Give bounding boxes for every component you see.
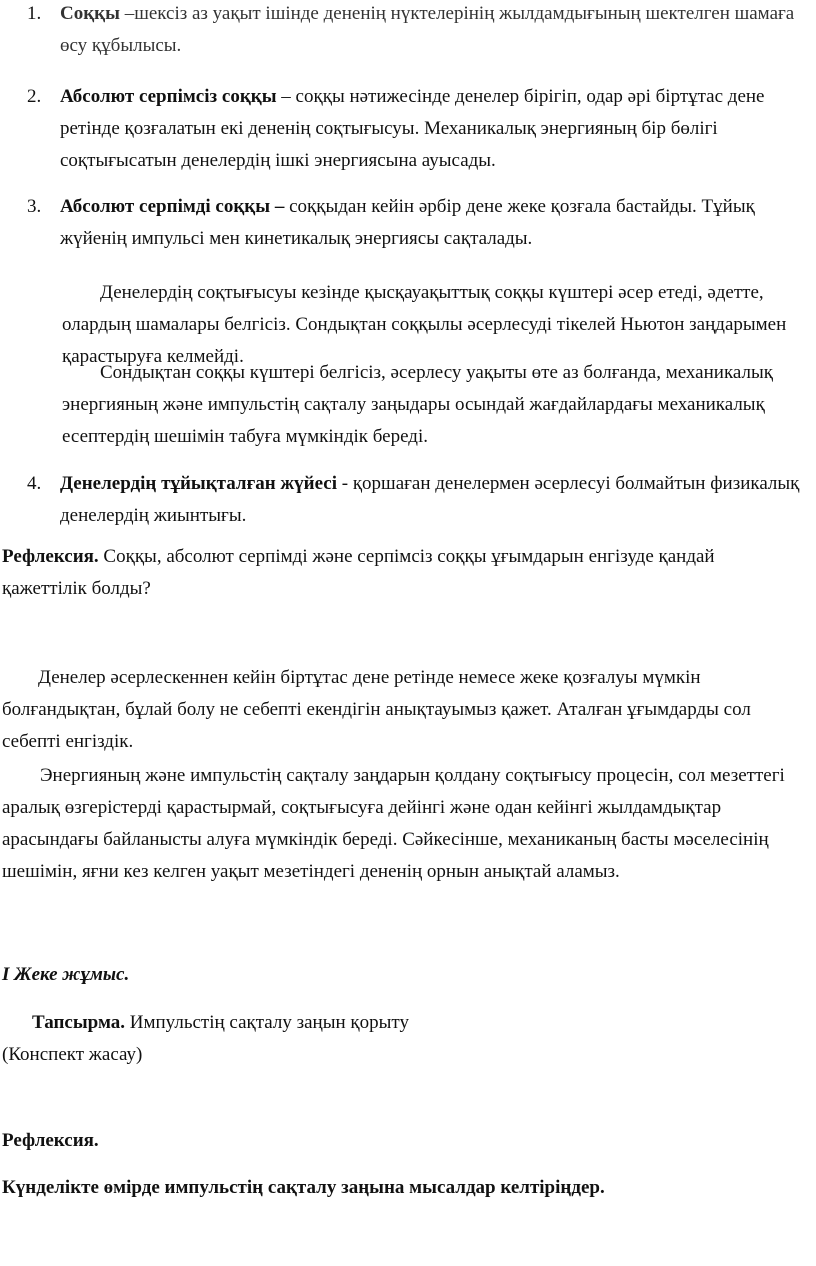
definition: - қоршаған денелермен әсерлесуі болмайтын физикалық денелердің жиынтығы. bbox=[60, 473, 800, 526]
reflection-label: Рефлексия. bbox=[2, 546, 99, 567]
list-item-1 bbox=[0, 0, 816, 62]
task-text: Импульстің сақталу заңын қорыту bbox=[125, 1012, 409, 1033]
list-item-3 bbox=[0, 191, 816, 255]
paragraph-a: Денелердің соқтығысуы кезінде қысқауақыттық соққы күштері әсер етеді, әдетте, олардың шамалары белгісіз. Сондықтан соққылы әсерлесуді тікелей Ньютон заңдарымен қарастыруға келмейді. bbox=[62, 282, 787, 367]
list-number: 4. bbox=[27, 473, 42, 494]
task-note: (Конспект жасау) bbox=[2, 1044, 143, 1065]
list-item-4 bbox=[0, 468, 816, 532]
definition: –шексіз аз уақыт ішінде дененің нүктелерінің жылдамдығының шектелген шамаға өсу құбылысы. bbox=[60, 3, 795, 56]
answer-paragraph-2: Энергияның және импульстің сақталу заңдарын қолдану соқтығысу процесін, сол мезеттегі аралық өзгерістерді қарастырмай, соқтығысуға дейінгі және одан кейінгі жылдамдықтар арасындағы байланысты алуға мүмкіндік береді. Сәйкесінше, механиканың басты мәселесінің шешімін, яғни кез келген уақыт мезетіндегі дененің орнын анықтай аламыз. bbox=[2, 765, 785, 882]
paragraph-b: Сондықтан соққы күштері белгісіз, әсерлесу уақыты өте аз болғанда, механикалық энергияның және импульстің сақталу заңыдары осындай жағдайлардағы механикалық есептердің шешімін табуға мүмкіндік береді. bbox=[62, 362, 773, 447]
list-item-text bbox=[60, 81, 802, 177]
list-item-text bbox=[60, 0, 802, 62]
term: Абсолют серпімді соққы – bbox=[60, 196, 285, 217]
term: Соққы bbox=[60, 3, 120, 24]
list-number: 2. bbox=[27, 86, 42, 107]
reflection-text: Соққы, абсолют серпімді және серпімсіз соққы ұғымдарын енгізуде қандай қажеттілік болды? bbox=[2, 546, 715, 599]
definition: соққыдан кейін әрбір дене жеке қозғала бастайды. Тұйық жүйенің импульсі мен кинетикалық энергиясы сақталады. bbox=[60, 196, 755, 249]
reflection-question-2: Күнделікте өмірде импульстің сақталу заңына мысалдар келтіріңдер. bbox=[2, 1177, 605, 1198]
list-item-text bbox=[60, 468, 802, 532]
term: Абсолют серпімсіз соққы bbox=[60, 86, 277, 107]
task-label: Тапсырма. bbox=[32, 1012, 126, 1033]
answer-paragraph-1: Денелер әсерлескеннен кейін біртұтас дене ретінде немесе жеке қозғалуы мүмкін болғандықтан, бұлай болу не себепті екендігін анықтауымыз қажет. Аталған ұғымдарды сол себепті енгіздік. bbox=[2, 667, 751, 752]
task-line bbox=[32, 1007, 792, 1039]
list-item-2 bbox=[0, 81, 816, 177]
list-item-text bbox=[60, 191, 802, 255]
list-number: 3. bbox=[27, 196, 42, 217]
section-heading: I Жеке жұмыс. bbox=[2, 964, 130, 985]
reflection-label-2: Рефлексия. bbox=[2, 1130, 99, 1151]
list-number: 1. bbox=[27, 3, 42, 24]
term: Денелердің тұйықталған жүйесі bbox=[60, 473, 337, 494]
definition: – соққы нәтижесінде денелер бірігіп, одар әрі біртұтас дене ретінде қозғалатын екі дененің соқтығысуы. Механикалық энергияның бір бөлігі соқтығысатын денелердің ішкі энергиясына ауысады. bbox=[60, 86, 765, 171]
reflection-question bbox=[2, 541, 802, 605]
